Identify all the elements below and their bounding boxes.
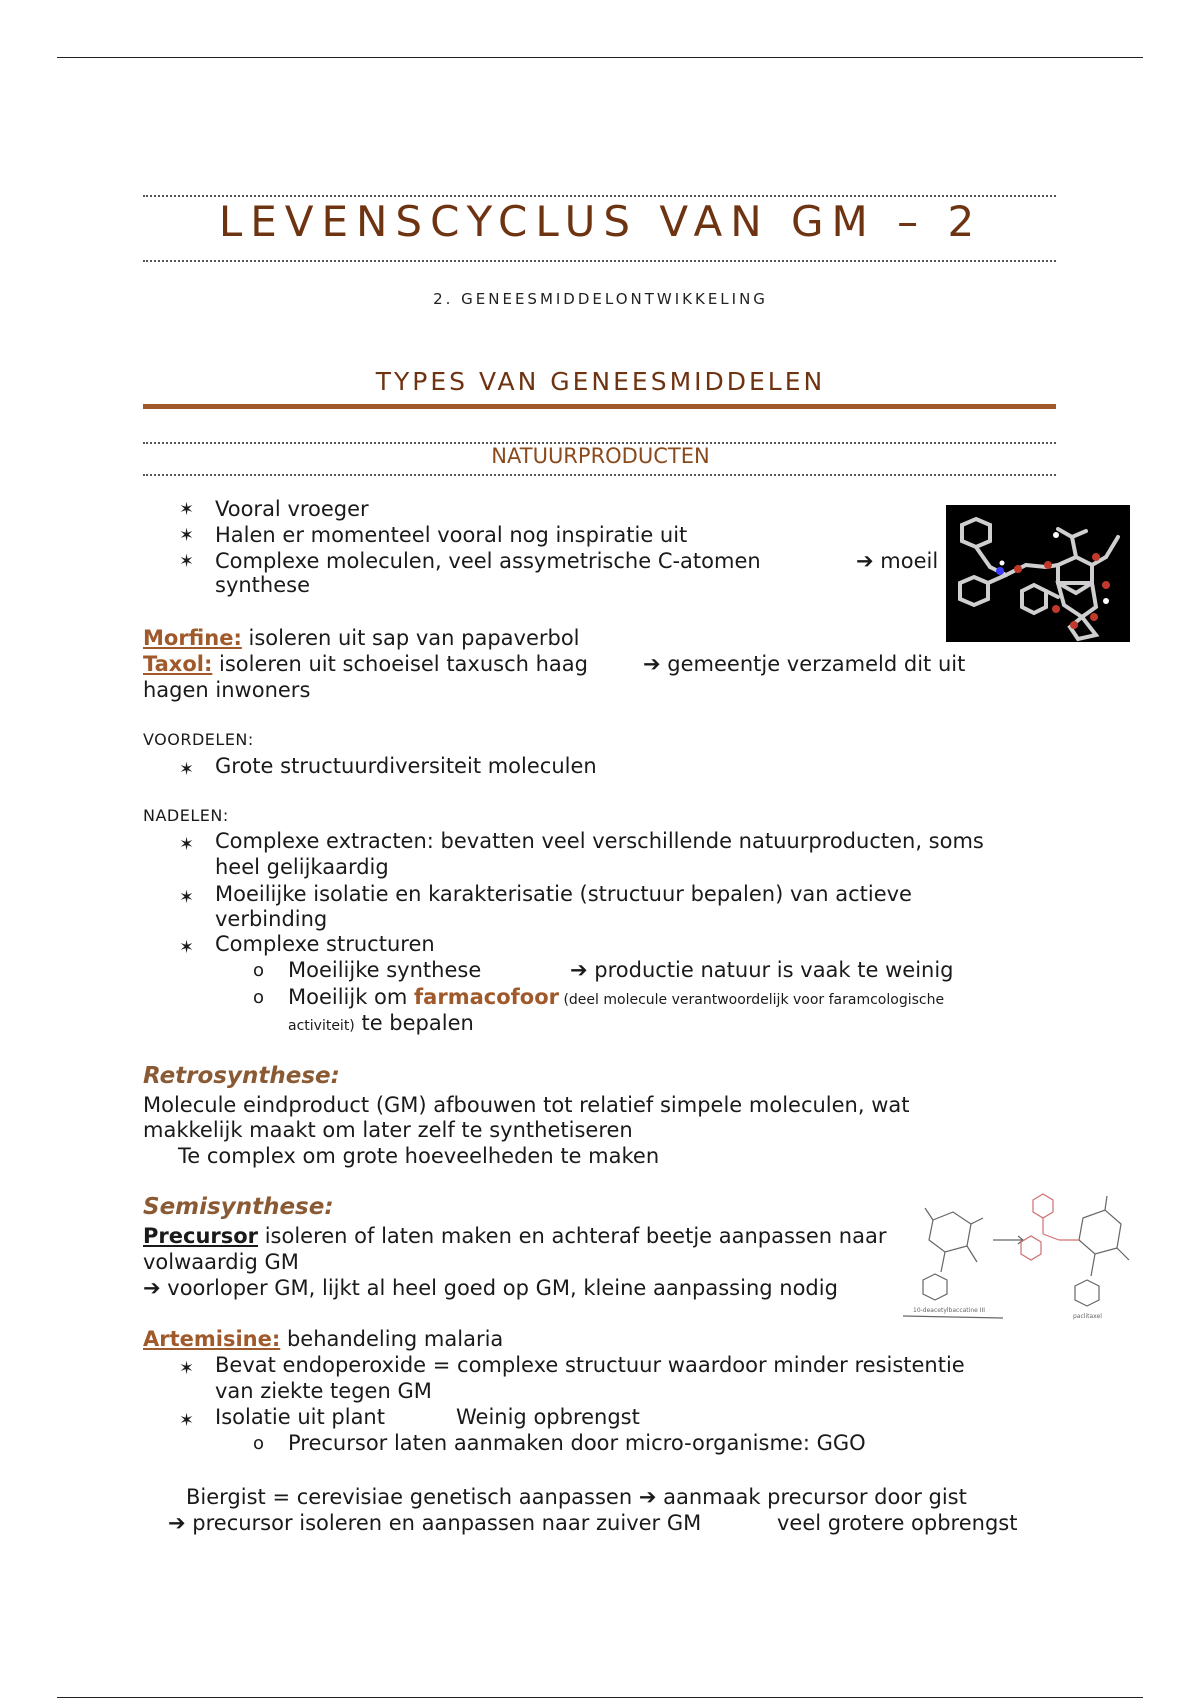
sub2-pre: Moeilijk om bbox=[288, 985, 415, 1009]
list-item-continued: heel gelijkaardig bbox=[215, 855, 389, 879]
taxol-text: isoleren uit schoeisel taxusch haag bbox=[212, 652, 589, 676]
sub-bullet-icon: o bbox=[253, 1433, 265, 1454]
biergist-line-2-right: veel grotere opbrengst bbox=[777, 1511, 1018, 1535]
nadelen-heading: NADELEN: bbox=[143, 806, 229, 825]
farmacofoor-note: (deel molecule verantwoordelijk voor faramcologische bbox=[559, 992, 945, 1008]
morfine-label: Morfine: bbox=[143, 626, 242, 650]
morfine-text: isoleren uit sap van papaverbol bbox=[241, 626, 580, 650]
list-item-note: Weinig opbrengst bbox=[456, 1405, 640, 1429]
section-underline bbox=[143, 404, 1056, 409]
sub2-post: te bepalen bbox=[354, 1011, 474, 1035]
bullet-icon: ✶ bbox=[179, 1358, 195, 1379]
semi-line-1 bbox=[143, 1223, 886, 1249]
list-item-continued: verbinding bbox=[215, 907, 328, 931]
svg-text:paclitaxel: paclitaxel bbox=[1073, 1313, 1102, 1320]
sub-list-item-continued bbox=[288, 1010, 474, 1039]
biergist-line-1: Biergist = cerevisiae genetisch aanpassen ➔ aanmaak precursor door gist bbox=[186, 1485, 967, 1509]
biergist-line-2: ➔ precursor isoleren en aanpassen naar zuiver GM bbox=[168, 1511, 702, 1535]
reaction-scheme-image bbox=[893, 1190, 1133, 1330]
title-divider-bottom bbox=[143, 260, 1056, 262]
semi-line-3: ➔ voorloper GM, lijkt al heel goed op GM, kleine aanpassing nodig bbox=[143, 1276, 838, 1300]
semi-text: isoleren of laten maken en achteraf beetje aanpassen naar bbox=[258, 1224, 887, 1248]
bullet-icon: ✶ bbox=[179, 759, 195, 780]
list-item: Complexe moleculen, veel assymetrische C-atomen bbox=[215, 549, 761, 573]
svg-text:10-deacetylbaccatine III: 10-deacetylbaccatine III bbox=[913, 1307, 986, 1314]
bullet-icon: ✶ bbox=[179, 887, 195, 908]
taxol-arrow: ➔ gemeentje verzameld dit uit bbox=[643, 652, 966, 676]
taxol-line-2: hagen inwoners bbox=[143, 678, 311, 702]
list-item: Moeilijke isolatie en karakterisatie (structuur bepalen) van actieve bbox=[215, 882, 912, 906]
subsection-heading: NATUURPRODUCTEN bbox=[491, 444, 710, 468]
precursor-term: Precursor bbox=[143, 1224, 259, 1248]
list-item: Complexe extracten: bevatten veel verschillende natuurproducten, soms bbox=[215, 829, 984, 853]
section-heading: TYPES VAN GENEESMIDDELEN bbox=[375, 367, 826, 396]
page-title: LEVENSCYCLUS VAN GM – 2 bbox=[218, 197, 983, 246]
top-rule bbox=[57, 57, 1143, 58]
retrosynthese-heading: Retrosynthese: bbox=[143, 1063, 340, 1089]
artemisine-line bbox=[143, 1326, 503, 1352]
retro-line: makkelijk maakt om later zelf te synthetiseren bbox=[143, 1118, 633, 1142]
artemisine-label: Artemisine: bbox=[143, 1327, 281, 1351]
list-item: Grote structuurdiversiteit moleculen bbox=[215, 754, 597, 778]
retro-line: Molecule eindproduct (GM) afbouwen tot relatief simpele moleculen, wat bbox=[143, 1093, 910, 1117]
artemisine-text: behandeling malaria bbox=[280, 1327, 504, 1351]
reaction-scheme-drawing bbox=[893, 1190, 1133, 1330]
farmacofoor-note-2: activiteit) bbox=[288, 1018, 355, 1034]
bullet-icon: ✶ bbox=[179, 834, 195, 855]
sub-list-item: Moeilijke synthese bbox=[288, 958, 482, 982]
molecule-3d-image bbox=[946, 505, 1130, 642]
molecule-3d-drawing bbox=[946, 505, 1130, 642]
bullet-icon: ✶ bbox=[179, 1410, 195, 1431]
list-item: Vooral vroeger bbox=[215, 497, 369, 521]
bullet-icon: ✶ bbox=[179, 525, 195, 546]
farmacofoor-term: farmacofoor bbox=[414, 985, 559, 1009]
bottom-rule bbox=[57, 1697, 1143, 1698]
taxol-line bbox=[143, 651, 588, 677]
sub-bullet-icon: o bbox=[253, 987, 265, 1008]
bullet-icon: ✶ bbox=[179, 499, 195, 520]
sub-list-item-farmacofoor bbox=[288, 984, 944, 1013]
list-item-continued: van ziekte tegen GM bbox=[215, 1379, 432, 1403]
bullet-icon: ✶ bbox=[179, 551, 195, 572]
list-item: Halen er momenteel vooral nog inspiratie uit bbox=[215, 523, 688, 547]
sub-bullet-icon: o bbox=[253, 960, 265, 981]
list-item: Complexe structuren bbox=[215, 932, 435, 956]
sub-list-item: Precursor laten aanmaken door micro-organisme: GGO bbox=[288, 1431, 866, 1455]
arrow-note: ➔ moeil bbox=[856, 549, 939, 573]
page-subtitle: 2. GENEESMIDDELONTWIKKELING bbox=[433, 290, 768, 308]
list-item: Isolatie uit plant bbox=[215, 1405, 385, 1429]
semisynthese-heading: Semisynthese: bbox=[143, 1194, 334, 1220]
list-item-continued: synthese bbox=[215, 573, 311, 597]
subsection-divider-bottom bbox=[143, 474, 1056, 476]
semi-line-2: volwaardig GM bbox=[143, 1250, 299, 1274]
bullet-icon: ✶ bbox=[179, 937, 195, 958]
taxol-label: Taxol: bbox=[143, 652, 213, 676]
list-item: Bevat endoperoxide = complexe structuur waardoor minder resistentie bbox=[215, 1353, 965, 1377]
retro-line: Te complex om grote hoeveelheden te maken bbox=[178, 1144, 660, 1168]
morfine-line bbox=[143, 625, 580, 651]
voordelen-heading: VOORDELEN: bbox=[143, 730, 254, 749]
sub-list-arrow: ➔ productie natuur is vaak te weinig bbox=[570, 958, 954, 982]
